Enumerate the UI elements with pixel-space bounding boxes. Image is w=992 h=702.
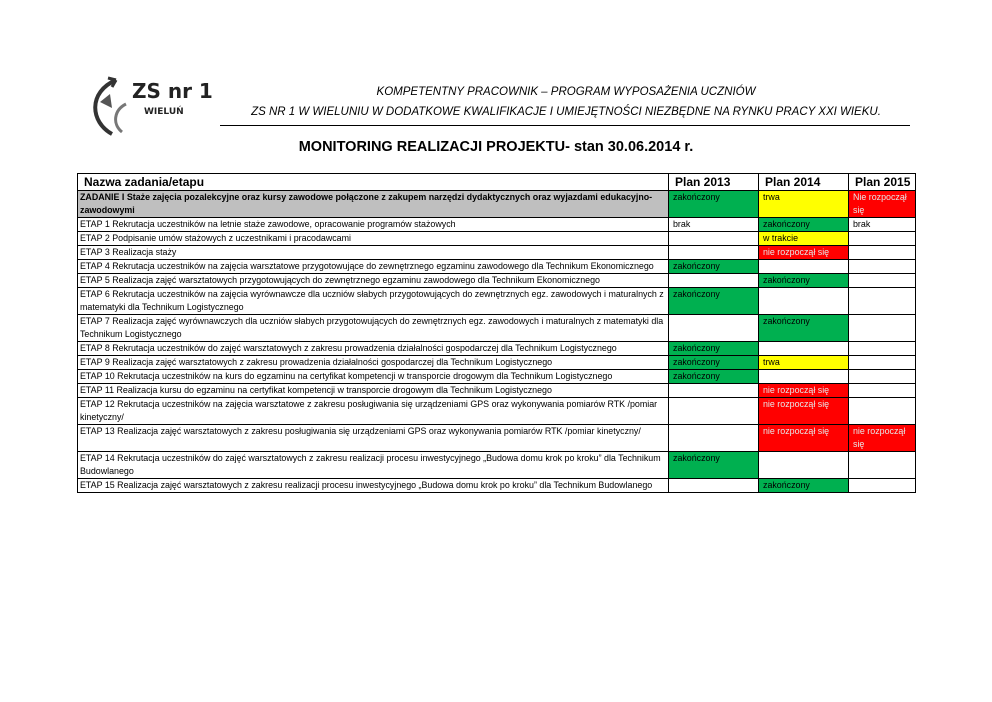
status-2013: [669, 315, 759, 342]
table-row: [78, 425, 916, 452]
status-2014: [759, 288, 849, 315]
column-header-plan-2013: Plan 2013: [669, 174, 759, 191]
status-2013: [669, 246, 759, 260]
status-2015: [849, 479, 916, 493]
column-header-task: Nazwa zadania/etapu: [78, 174, 669, 191]
table-row: [78, 370, 916, 384]
status-2015: [849, 342, 916, 356]
status-2015: [849, 370, 916, 384]
table-row: [78, 384, 916, 398]
school-logo-icon: [82, 72, 212, 144]
status-2014: [759, 342, 849, 356]
document-title: MONITORING REALIZACJI PROJEKTU- stan 30.06.2014 r.: [298, 139, 694, 155]
task-name: ETAP 13 Realizacja zajęć warsztatowych z zakresu posługiwania się urządzeniami GPS oraz wykonywania pomiarów RTK /pomiar kinetyczny/: [78, 425, 669, 452]
status-2014: trwa: [759, 356, 849, 370]
status-2014: zakończony: [759, 218, 849, 232]
status-2013: zakończony: [669, 356, 759, 370]
status-2014: nie rozpoczął się: [759, 384, 849, 398]
task-name: ETAP 15 Realizacja zajęć warsztatowych z zakresu realizacji procesu inwestycyjnego „Budowa domu krok po kroku” dla Technikum Budowlanego: [78, 479, 669, 493]
status-2013: zakończony: [669, 452, 759, 479]
status-2015: [849, 384, 916, 398]
status-2014: nie rozpoczął się: [759, 246, 849, 260]
table-row: [78, 452, 916, 479]
table-row: [78, 315, 916, 342]
logo-subtext: WIELUŃ: [144, 107, 184, 117]
task-name: ETAP 2 Podpisanie umów stażowych z uczestnikami i pracodawcami: [78, 232, 669, 246]
status-2015: [849, 274, 916, 288]
status-2013: [669, 425, 759, 452]
status-2014: [759, 260, 849, 274]
table-row: [78, 274, 916, 288]
header-program-subtitle: ZS NR 1 W WIELUNIU W DODATKOWE KWALIFIKACJE I UMIEJĘTNOŚCI NIEZBĘDNE NA RYNKU PRACY XXI WIEKU.: [251, 106, 881, 118]
status-2015: Nie rozpoczął się: [849, 191, 916, 218]
status-2014: trwa: [759, 191, 849, 218]
task-name: ETAP 8 Rekrutacja uczestników do zajęć warsztatowych z zakresu prowadzenia działalności gospodarczej dla Technikum Logistycznego: [78, 342, 669, 356]
table-row: [78, 479, 916, 493]
status-2013: [669, 479, 759, 493]
status-2015: brak: [849, 218, 916, 232]
table-row: [78, 356, 916, 370]
table-row: [78, 260, 916, 274]
table-row: [78, 342, 916, 356]
status-2014: [759, 370, 849, 384]
status-2015: [849, 398, 916, 425]
task-name: ETAP 10 Rekrutacja uczestników na kurs do egzaminu na certyfikat kompetencji w transporcie drogowym dla Technikum Logistycznego: [78, 370, 669, 384]
task-name: ETAP 14 Rekrutacja uczestników do zajęć warsztatowych z zakresu realizacji procesu inwestycyjnego „Budowa domu krok po kroku” dla Technikum Budowlanego: [78, 452, 669, 479]
status-2014: zakończony: [759, 274, 849, 288]
task-name: ETAP 3 Realizacja staży: [78, 246, 669, 260]
task-name: ETAP 7 Realizacja zajęć wyrównawczych dla uczniów słabych przygotowujących do zewnętrznych egz. zawodowych i maturalnych z matematyki dla Technikum Logistycznego: [78, 315, 669, 342]
status-2014: zakończony: [759, 479, 849, 493]
task-name: ETAP 11 Realizacja kursu do egzaminu na certyfikat kompetencji w transporcie drogowym dla Technikum Logistycznego: [78, 384, 669, 398]
task-name: ETAP 6 Rekrutacja uczestników na zajęcia wyrównawcze dla uczniów słabych przygotowujących do zewnętrznych egz. zawodowych i maturalnych z matematyki dla Technikum Logistycznego: [78, 288, 669, 315]
status-2014: zakończony: [759, 315, 849, 342]
status-2014: [759, 452, 849, 479]
task-name: ETAP 5 Realizacja zajęć warsztatowych przygotowujących do zewnętrznego egzaminu zawodowego dla Technikum Ekonomicznego: [78, 274, 669, 288]
task-name: ETAP 12 Rekrutacja uczestników na zajęcia warsztatowe z zakresu posługiwania się urządzeniami GPS oraz wykonywania pomiarów RTK /pomiar kinetyczny/: [78, 398, 669, 425]
table-row: [78, 398, 916, 425]
status-2015: [849, 315, 916, 342]
status-2014: w trakcie: [759, 232, 849, 246]
status-2015: [849, 452, 916, 479]
status-2015: [849, 232, 916, 246]
column-header-plan-2014: Plan 2014: [759, 174, 849, 191]
status-2013: zakończony: [669, 191, 759, 218]
logo-text: ZS nr 1: [132, 79, 212, 103]
status-2013: [669, 274, 759, 288]
table-row: [78, 288, 916, 315]
status-2015: [849, 356, 916, 370]
status-2013: brak: [669, 218, 759, 232]
status-2013: [669, 398, 759, 425]
column-header-plan-2015: Plan 2015: [849, 174, 916, 191]
task-name: ETAP 4 Rekrutacja uczestników na zajęcia warsztatowe przygotowujące do zewnętrznego egzaminu zawodowego dla Technikum Ekonomicznego: [78, 260, 669, 274]
status-2013: zakończony: [669, 342, 759, 356]
header-divider: [220, 125, 910, 126]
status-2013: zakończony: [669, 370, 759, 384]
header-program-title: KOMPETENTNY PRACOWNIK – PROGRAM WYPOSAŻENIA UCZNIÓW: [376, 86, 756, 98]
school-logo: [82, 72, 212, 144]
task-name: ETAP 9 Realizacja zajęć warsztatowych z zakresu prowadzenia działalności gospodarczej dla Technikum Logistycznego: [78, 356, 669, 370]
status-2015: nie rozpoczął się: [849, 425, 916, 452]
status-2013: [669, 232, 759, 246]
table-row: [78, 191, 916, 218]
table-row: [78, 232, 916, 246]
status-2015: [849, 260, 916, 274]
table-row: [78, 218, 916, 232]
status-2013: [669, 384, 759, 398]
task-name: ZADANIE I Staże zajęcia pozalekcyjne oraz kursy zawodowe połączone z zakupem narzędzi dydaktycznych oraz wyjazdami edukacyjno- zawodowymi: [78, 191, 669, 218]
status-2014: nie rozpoczął się: [759, 398, 849, 425]
status-2013: zakończony: [669, 288, 759, 315]
status-2015: [849, 246, 916, 260]
status-2014: nie rozpoczął się: [759, 425, 849, 452]
monitoring-table: [77, 173, 916, 493]
status-2015: [849, 288, 916, 315]
task-name: ETAP 1 Rekrutacja uczestników na letnie staże zawodowe, opracowanie programów stażowych: [78, 218, 669, 232]
status-2013: zakończony: [669, 260, 759, 274]
table-header-row: [78, 174, 916, 191]
table-row: [78, 246, 916, 260]
